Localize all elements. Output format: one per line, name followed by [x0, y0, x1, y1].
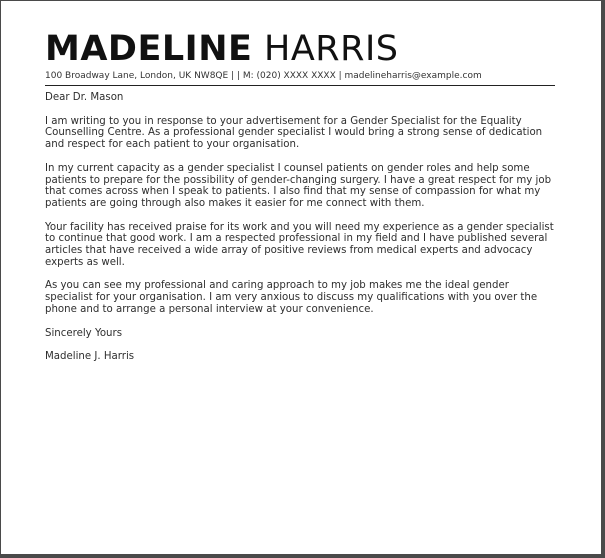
cover-letter [45, 29, 555, 363]
salutation: Dear Dr. Mason [45, 92, 124, 103]
first-name: MADELINE [45, 29, 253, 69]
contact-line: 100 Broadway Lane, London, UK NW8QE | | M: (020) XXXX XXXX | madelineharris@example.com [45, 70, 555, 86]
paragraph-4: As you can see my professional and caring approach to my job makes me the ideal gender specialist for your organisation. I am very anxious to discuss my qualifications with you over the phone and to arrange a personal interview at your convenience. [45, 280, 538, 315]
last-name: HARRIS [264, 29, 399, 69]
paragraph-2: In my current capacity as a gender specialist I counsel patients on gender roles and help some patients to prepare for the possibility of gender-changing surgery. I have a great respect for my job that comes across when I speak to patients. I also find that my sense of compassion for what my patients are going through also makes it easier for me connect with them. [45, 162, 552, 209]
paragraph-1: I am writing to you in response to your advertisement for a Gender Specialist for the Equality Counselling Centre. As a professional gender specialist I would bring a strong sense of dedication and respect for each patient to your organisation. [45, 115, 543, 151]
signature: Madeline J. Harris [45, 351, 135, 363]
paragraph-3: Your facility has received praise for its work and you will need my experience as a gender specialist to continue that good work. I am a respected professional in my field and I have published several articles that have received a wide array of positive reviews from medical experts and advocacy experts as well. [45, 221, 554, 268]
closing: Sincerely Yours [45, 327, 123, 339]
applicant-name [45, 29, 555, 69]
